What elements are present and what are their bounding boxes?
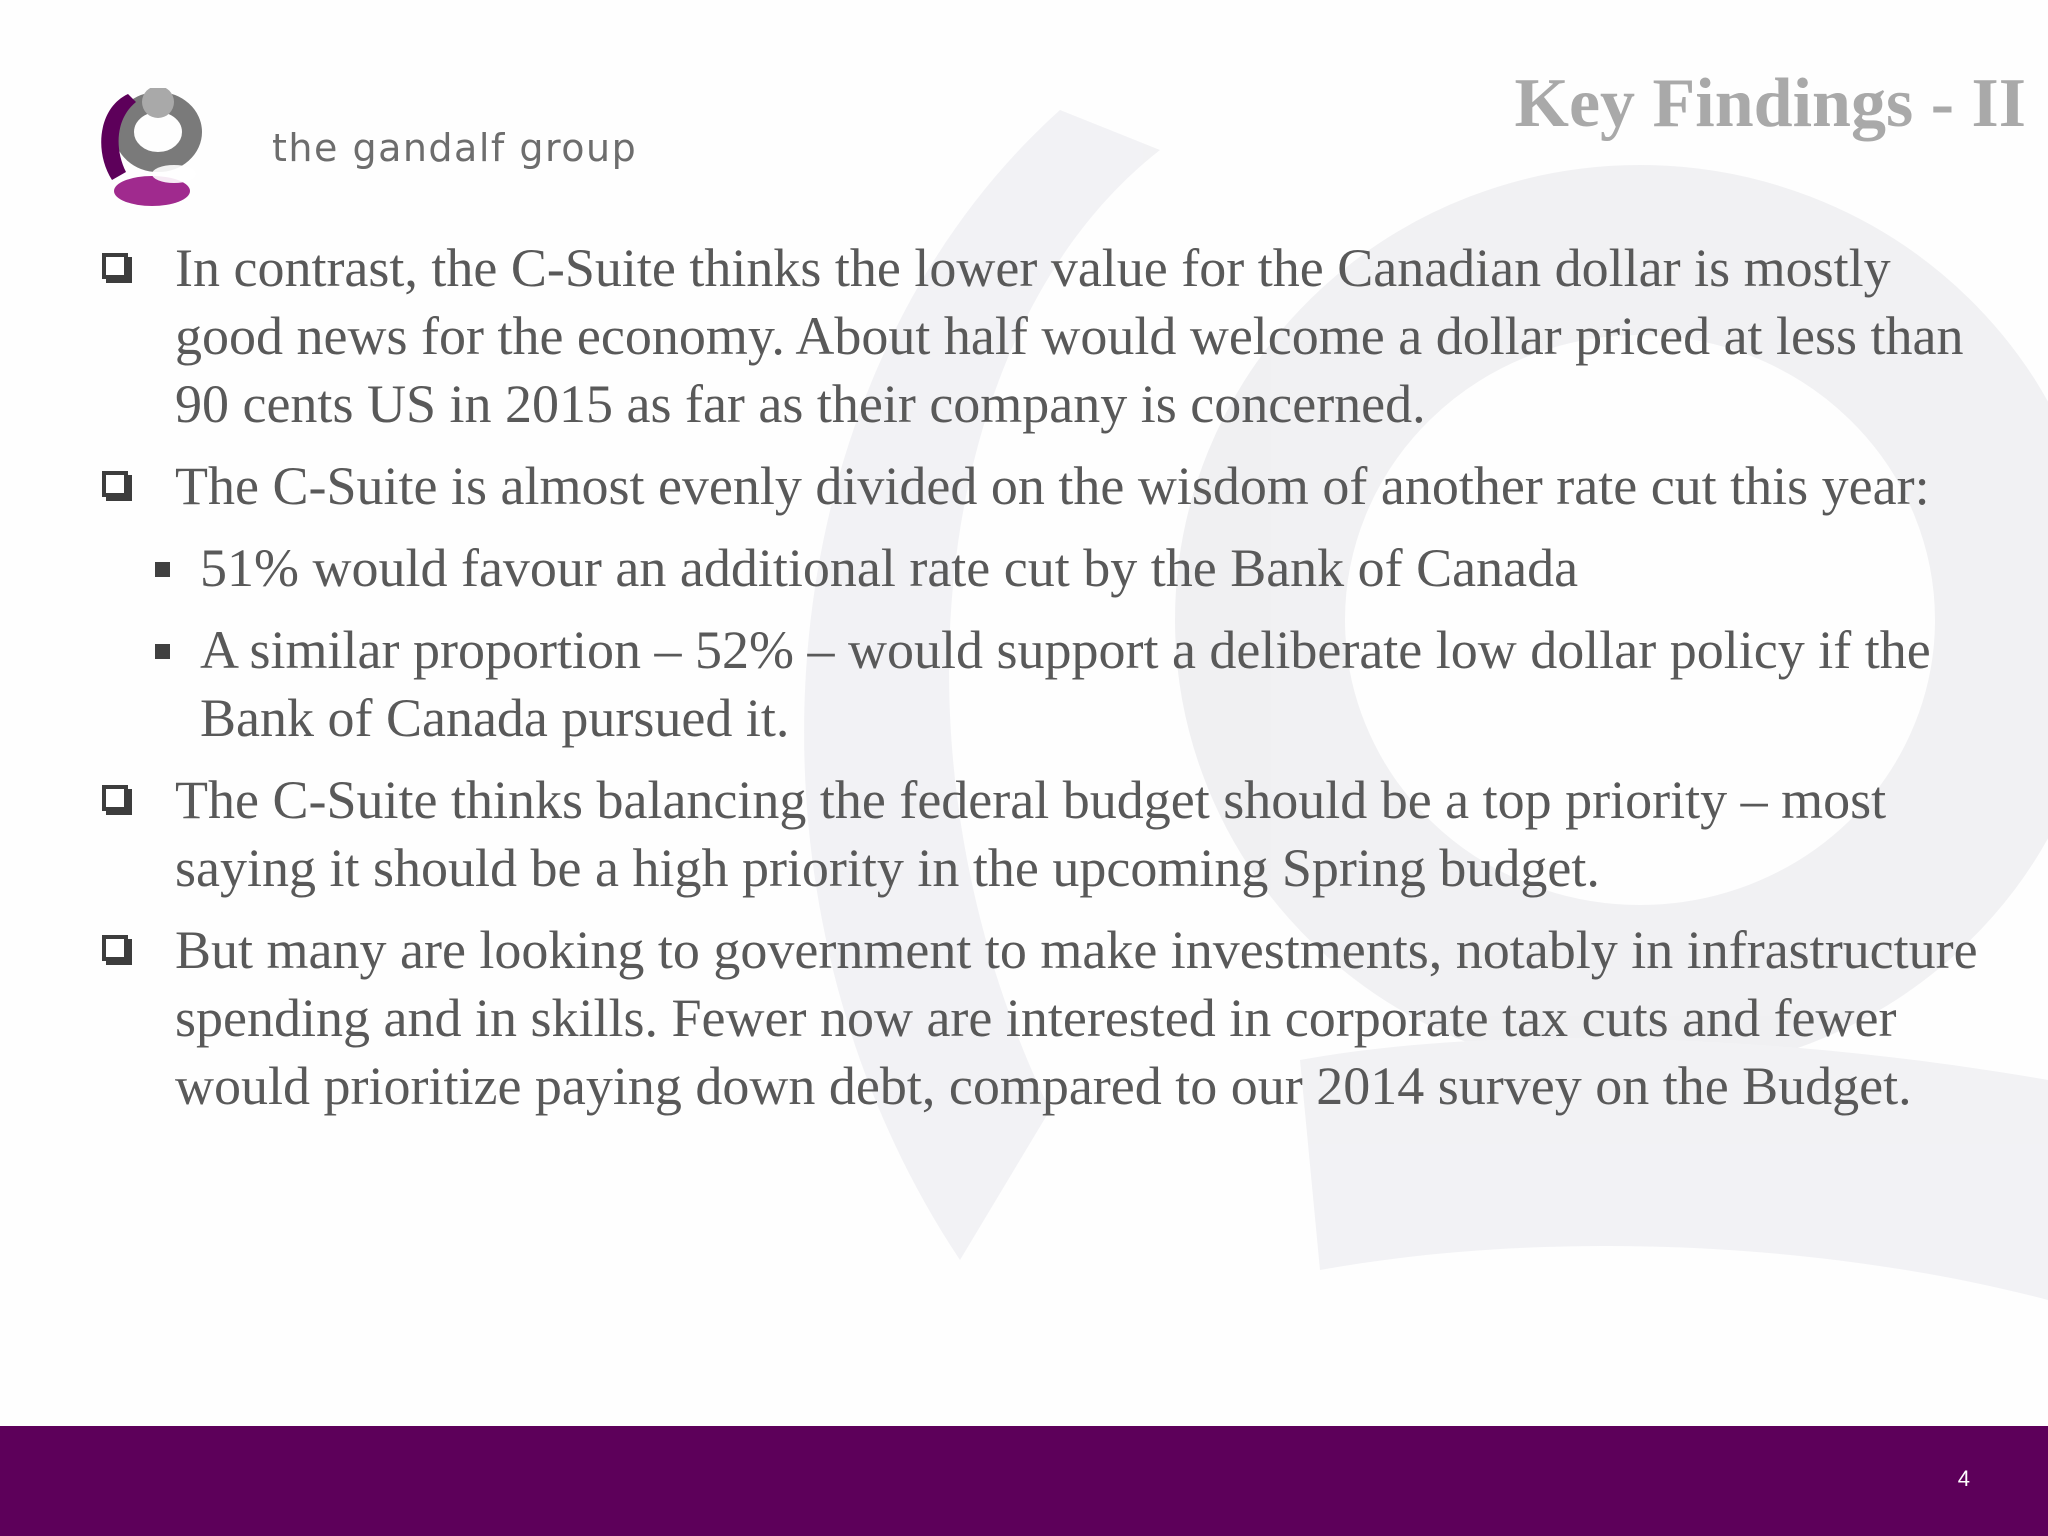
sub-bullet-text: A similar proportion – 52% – would support a deliberate low dollar policy if the Bank of Canada pursued it. bbox=[200, 620, 1931, 748]
checkbox-bullet-icon bbox=[102, 253, 128, 279]
bullet-text: The C-Suite thinks balancing the federal budget should be a top priority – most saying it should be a high priority in the upcoming Spring budget. bbox=[175, 770, 1887, 898]
page-number: 4 bbox=[1957, 1466, 1970, 1491]
bullet-item bbox=[100, 916, 1980, 1120]
checkbox-bullet-icon bbox=[102, 785, 128, 811]
bullet-item bbox=[100, 452, 1980, 520]
sub-bullet-item bbox=[100, 534, 1980, 602]
logo-wordmark: the gandalf group bbox=[272, 126, 638, 170]
g-logo-icon bbox=[92, 88, 222, 208]
sub-bullet-text: 51% would favour an additional rate cut by the Bank of Canada bbox=[200, 538, 1579, 598]
bullet-text: But many are looking to government to make investments, notably in infrastructure spending and in skills. Fewer now are interested in corporate tax cuts and fewer would prioritize paying down debt, compared to our 2014 survey on the Budget. bbox=[175, 920, 1978, 1116]
sub-bullet-item bbox=[100, 616, 1980, 752]
slide-title: Key Findings - II bbox=[1514, 65, 2026, 142]
bullet-text: In contrast, the C-Suite thinks the lower value for the Canadian dollar is mostly good news for the economy. About half would welcome a dollar priced at less than 90 cents US in 2015 as far as their company is concerned. bbox=[175, 238, 1964, 434]
square-bullet-icon bbox=[155, 644, 170, 659]
footer-bar bbox=[0, 1426, 2048, 1536]
gandalf-group-logo bbox=[92, 88, 692, 208]
bullet-text: The C-Suite is almost evenly divided on the wisdom of another rate cut this year: bbox=[175, 456, 1930, 516]
checkbox-bullet-icon bbox=[102, 935, 128, 961]
bullet-item bbox=[100, 766, 1980, 902]
square-bullet-icon bbox=[155, 562, 170, 577]
bullet-item bbox=[100, 234, 1980, 438]
bullet-list bbox=[100, 234, 1980, 1134]
checkbox-bullet-icon bbox=[102, 471, 128, 497]
